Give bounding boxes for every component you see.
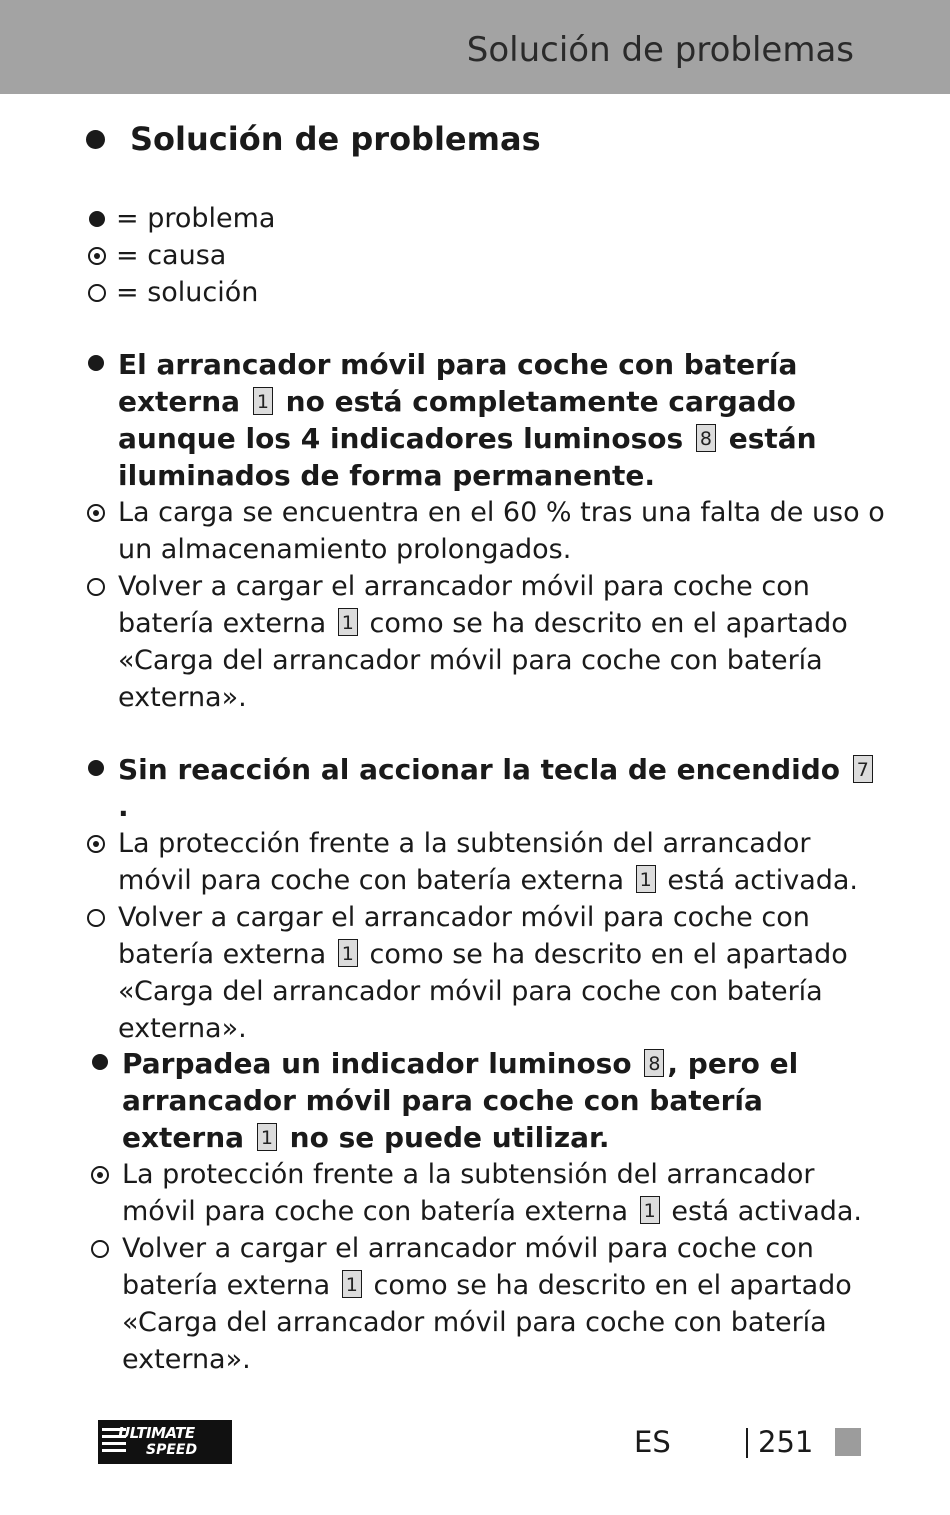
cause-text: La carga se encuentra en el 60 % tras una falta de uso o un almacenamiento prolongados. <box>118 497 885 565</box>
cause-icon <box>87 835 105 853</box>
solution-row <box>86 568 886 716</box>
brand-logo <box>98 1420 232 1464</box>
problem-text: no está completamente cargado aunque los 4 indicadores luminosos <box>118 385 796 455</box>
symbol-legend <box>86 200 275 311</box>
problem-row <box>86 346 886 494</box>
page-number: 251 <box>758 1425 814 1459</box>
legend-row-cause <box>86 237 275 274</box>
problem-text: . <box>118 790 129 823</box>
language-code: ES <box>634 1425 671 1459</box>
legend-text: = problema <box>116 203 276 234</box>
cause-text: está activada. <box>662 1196 863 1227</box>
solution-text: como se ha descrito en el apartado «Carga del arrancador móvil para coche con batería externa». <box>118 939 848 1044</box>
cause-row <box>86 494 886 568</box>
problem-text: no se puede utilizar. <box>279 1121 610 1154</box>
reference-number: 8 <box>644 1049 664 1077</box>
cause-text: está activada. <box>658 865 859 896</box>
page-marker-square <box>835 1428 861 1456</box>
solution-icon <box>87 909 105 927</box>
solution-text: como se ha descrito en el apartado «Carga del arrancador móvil para coche con batería externa». <box>122 1270 852 1375</box>
troubleshooting-item <box>86 346 886 716</box>
cause-icon <box>88 247 106 265</box>
solution-text: Volver a cargar el arrancador móvil para coche con batería externa <box>118 571 810 639</box>
solution-icon <box>91 1240 109 1258</box>
reference-number: 1 <box>338 608 358 636</box>
section-heading-text: Solución de problemas <box>130 120 541 158</box>
section-heading <box>86 120 541 158</box>
cause-text: La protección frente a la subtensión del arrancador móvil para coche con batería externa <box>118 828 811 896</box>
legend-row-problem <box>86 200 275 237</box>
troubleshooting-item <box>86 751 886 1047</box>
problem-text: El arrancador móvil para coche con batería externa <box>118 348 798 418</box>
reference-number: 1 <box>257 1123 277 1151</box>
reference-number: 1 <box>338 939 358 967</box>
reference-number: 1 <box>253 387 273 415</box>
solution-text: como se ha descrito en el apartado «Carga del arrancador móvil para coche con batería externa». <box>118 608 848 713</box>
solution-text: Volver a cargar el arrancador móvil para coche con batería externa <box>118 902 810 970</box>
problem-row <box>90 1045 890 1156</box>
bullet-icon <box>86 130 105 149</box>
cause-icon <box>87 504 105 522</box>
problem-icon <box>89 211 105 227</box>
solution-row <box>90 1230 890 1378</box>
reference-number: 8 <box>696 424 716 452</box>
cause-row <box>90 1156 890 1230</box>
legend-text: = causa <box>116 240 227 271</box>
problem-icon <box>88 760 104 776</box>
problem-icon <box>92 1054 108 1070</box>
page-header-title: Solución de problemas <box>466 30 854 70</box>
legend-text: = solución <box>116 277 259 308</box>
problem-text: Sin reacción al accionar la tecla de encendido <box>118 753 850 786</box>
reference-number: 1 <box>640 1196 660 1224</box>
reference-number: 1 <box>342 1270 362 1298</box>
cause-icon <box>91 1166 109 1184</box>
problem-icon <box>88 355 104 371</box>
solution-row <box>86 899 886 1047</box>
troubleshooting-item <box>90 1045 890 1378</box>
solution-text: Volver a cargar el arrancador móvil para coche con batería externa <box>122 1233 814 1301</box>
problem-text: Parpadea un indicador luminoso <box>122 1047 642 1080</box>
problem-row <box>86 751 886 825</box>
logo-text-line2: SPEED <box>146 1442 198 1458</box>
reference-number: 1 <box>636 865 656 893</box>
problem-text: , pero el arrancador móvil para coche con batería externa <box>122 1047 799 1154</box>
logo-text-line1: ULTIMATE <box>118 1424 195 1442</box>
solution-icon <box>87 578 105 596</box>
legend-row-solution <box>86 274 275 311</box>
cause-row <box>86 825 886 899</box>
footer-divider <box>746 1428 748 1458</box>
reference-number: 7 <box>853 755 873 783</box>
cause-text: La protección frente a la subtensión del arrancador móvil para coche con batería externa <box>122 1159 815 1227</box>
problem-text: están iluminados de forma permanente. <box>118 422 817 492</box>
solution-icon <box>88 284 106 302</box>
